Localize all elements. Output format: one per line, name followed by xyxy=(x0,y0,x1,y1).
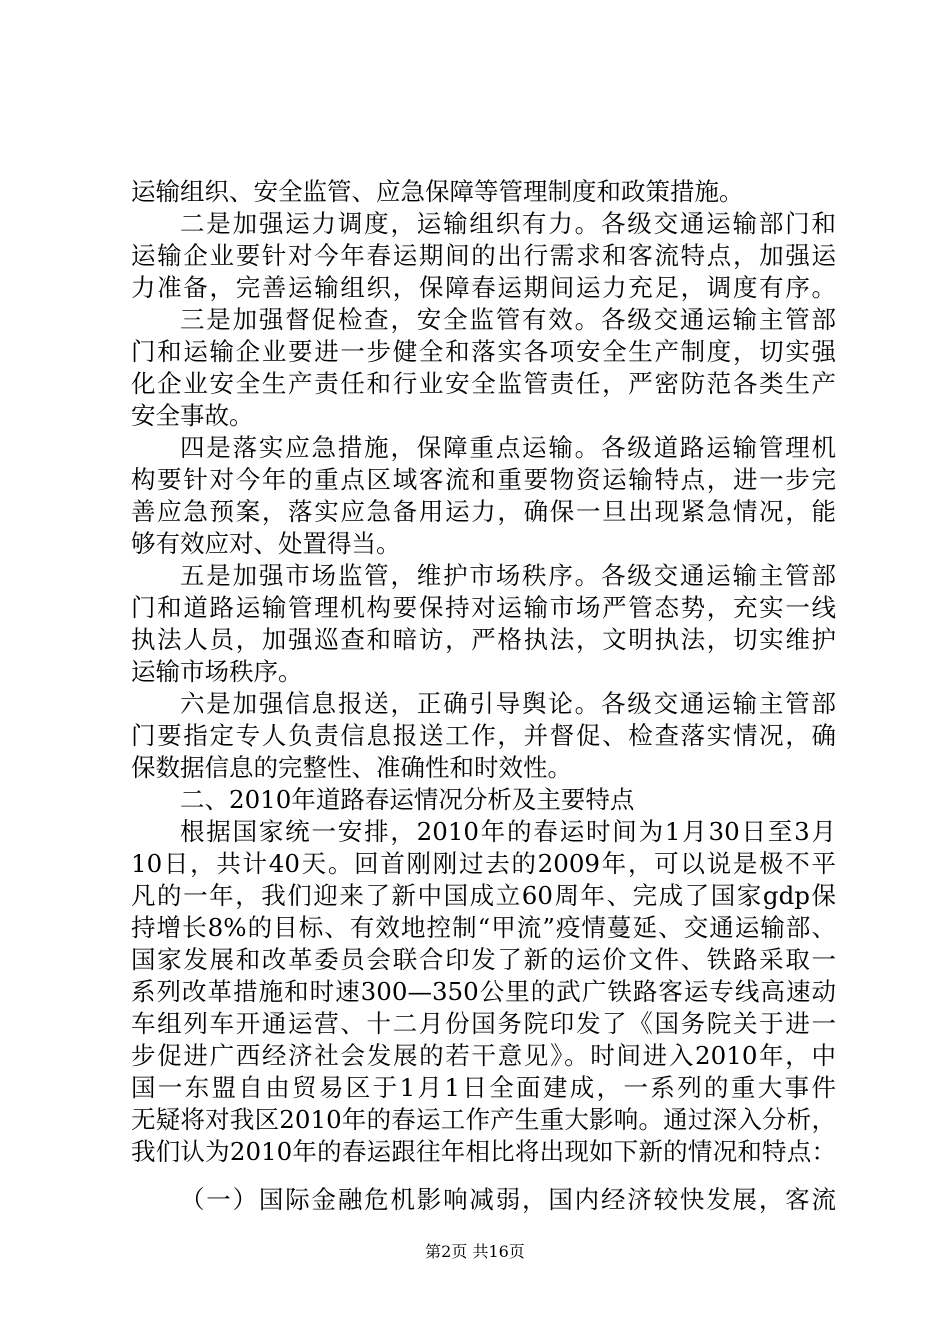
text-line: 四是落实应急措施，保障重点运输。各级道路运输管理机 xyxy=(180,433,836,462)
text-line: 步促进广西经济社会发展的若干意见》。时间进入2010年，中 xyxy=(131,1041,836,1070)
text-line: 根据国家统一安排，2010年的春运时间为1月30日至3月 xyxy=(180,817,836,846)
text-line: 门和道路运输管理机构要保持对运输市场严管态势，充实一线 xyxy=(131,593,836,622)
section-heading: 二、2010年道路春运情况分析及主要特点 xyxy=(180,785,635,814)
text-line: 力准备，完善运输组织，保障春运期间运力充足，调度有序。 xyxy=(131,273,836,302)
text-line: 运输市场秩序。 xyxy=(131,657,303,686)
text-line: 持增长8%的目标、有效地控制“甲流”疫情蔓延、交通运输部、 xyxy=(131,913,836,942)
text-line: 构要针对今年的重点区域客流和重要物资运输特点，进一步完 xyxy=(131,465,836,494)
text-line: 执法人员，加强巡查和暗访，严格执法，文明执法，切实维护 xyxy=(131,625,836,654)
text-line: 国家发展和改革委员会联合印发了新的运价文件、铁路采取一 xyxy=(131,945,836,974)
text-line: 车组列车开通运营、十二月份国务院印发了《国务院关于进一 xyxy=(131,1009,836,1038)
text-line: 运输组织、安全监管、应急保障等管理制度和政策措施。 xyxy=(131,177,744,206)
text-line: 我们认为2010年的春运跟往年相比将出现如下新的情况和特点： xyxy=(131,1137,836,1166)
text-line: 安全事故。 xyxy=(131,401,254,430)
text-line: 运输企业要针对今年春运期间的出行需求和客流特点，加强运 xyxy=(131,241,836,270)
text-line: 凡的一年，我们迎来了新中国成立60周年、完成了国家gdp保 xyxy=(131,881,836,910)
text-line: 三是加强督促检查，安全监管有效。各级交通运输主管部 xyxy=(180,305,836,334)
text-line: 门要指定专人负责信息报送工作，并督促、检查落实情况，确 xyxy=(131,721,836,750)
subsection-heading: （一）国际金融危机影响减弱，国内经济较快发展，客流 xyxy=(180,1185,836,1214)
text-line: 五是加强市场监管，维护市场秩序。各级交通运输主管部 xyxy=(180,561,836,590)
text-line: 化企业安全生产责任和行业安全监管责任，严密防范各类生产 xyxy=(131,369,836,398)
page-footer: 第2页 共16页 xyxy=(425,1242,525,1261)
text-line: 善应急预案，落实应急备用运力，确保一旦出现紧急情况，能 xyxy=(131,497,836,526)
text-line: 六是加强信息报送，正确引导舆论。各级交通运输主管部 xyxy=(180,689,836,718)
text-line: 国一东盟自由贸易区于1月1日全面建成，一系列的重大事件 xyxy=(131,1073,836,1102)
text-line: 10日，共计40天。回首刚刚过去的2009年，可以说是极不平 xyxy=(131,849,836,878)
text-line: 二是加强运力调度，运输组织有力。各级交通运输部门和 xyxy=(180,209,836,238)
text-line: 系列改革措施和时速300—350公里的武广铁路客运专线高速动 xyxy=(131,977,836,1006)
text-line: 门和运输企业要进一步健全和落实各项安全生产制度，切实强 xyxy=(131,337,836,366)
text-line: 无疑将对我区2010年的春运工作产生重大影响。通过深入分析， xyxy=(131,1105,836,1134)
text-line: 保数据信息的完整性、准确性和时效性。 xyxy=(131,753,572,782)
text-line: 够有效应对、处置得当。 xyxy=(131,529,401,558)
